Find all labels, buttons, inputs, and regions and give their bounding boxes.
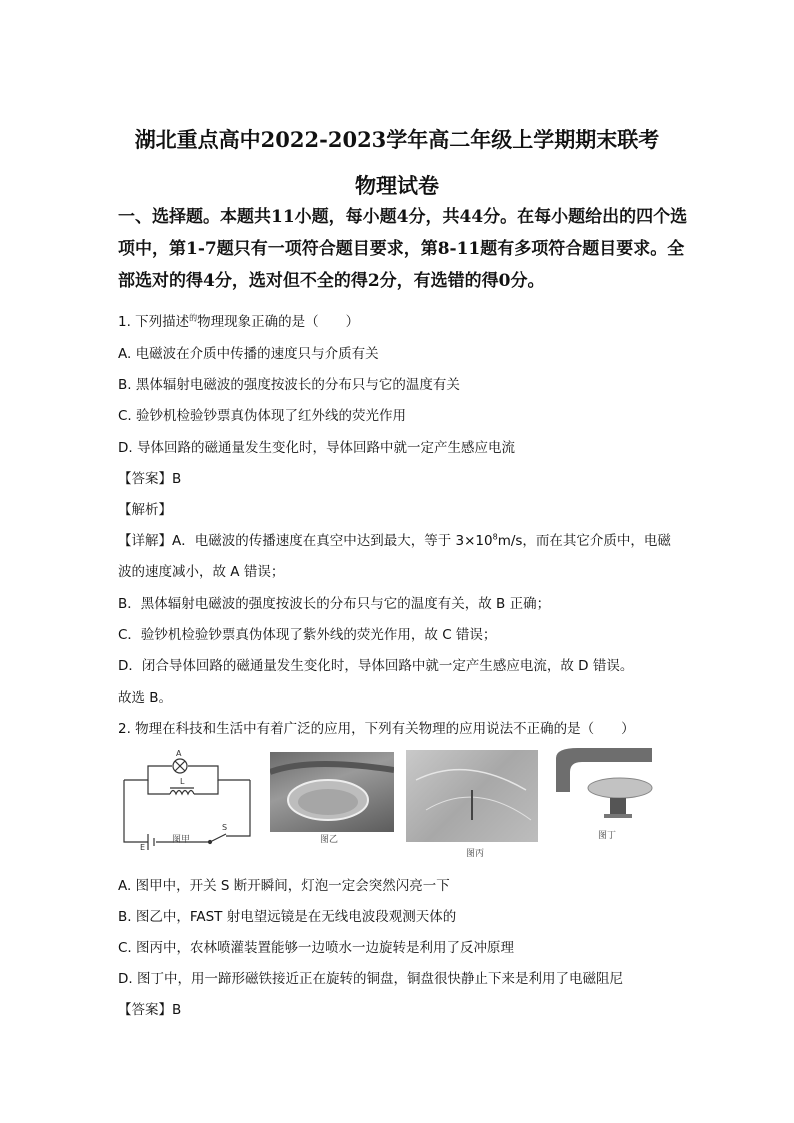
q2-option-c: C. 图丙中，农林喷灌装置能够一边喷水一边旋转是利用了反冲原理 bbox=[118, 940, 515, 956]
section-header: 一、选择题。本题共11小题，每小题4分，共44分。在每小题给出的四个选项中，第1-7题只有一项符合题目要求，第8-11题有多项符合题目要求。全部选对的得4分，选对但不全的得2分，有选错的得0分。 bbox=[118, 207, 688, 291]
label-e: E bbox=[140, 843, 146, 850]
figure-ding bbox=[548, 748, 658, 832]
q1-option-a: A. 电磁波在介质中传播的速度只与介质有关 bbox=[118, 346, 379, 362]
q1-stem-b: 物理现象正确的是（ ） bbox=[197, 314, 360, 330]
fast-telescope-photo bbox=[270, 752, 394, 832]
sprinkler-photo bbox=[406, 750, 538, 842]
q1-stem bbox=[118, 310, 359, 330]
q2-option-a: A. 图甲中，开关 S 断开瞬间，灯泡一定会突然闪亮一下 bbox=[118, 878, 450, 894]
q1-conclusion: 故选 B。 bbox=[118, 690, 173, 706]
q1-analysis-label: 【解析】 bbox=[118, 502, 172, 518]
q1-stem-a: 1. 下列描述 bbox=[118, 314, 190, 330]
q2-option-d: D. 图丁中，用一蹄形磁铁接近正在旋转的铜盘，铜盘很快静止下来是利用了电磁阻尼 bbox=[118, 971, 623, 987]
q2-option-b: B. 图乙中，FAST 射电望远镜是在无线电波段观测天体的 bbox=[118, 909, 457, 925]
caption-ding: 图丁 bbox=[598, 831, 617, 841]
q1-detail-l1b: m/s，而在其它介质中，电磁 bbox=[497, 533, 671, 549]
q1-option-d: D. 导体回路的磁通量发生变化时，导体回路中就一定产生感应电流 bbox=[118, 440, 515, 456]
q1-answer: 【答案】B bbox=[118, 471, 182, 487]
q1-detail-c: C．验钞机检验钞票真伪体现了紫外线的荧光作用，故 C 错误； bbox=[118, 627, 497, 643]
caption-yi: 图乙 bbox=[320, 835, 339, 845]
q1-detail-l1a: 【详解】A．电磁波的传播速度在真空中达到最大，等于 3×10 bbox=[118, 533, 493, 549]
q1-option-b: B. 黑体辐射电磁波的强度按波长的分布只与它的温度有关 bbox=[118, 377, 460, 393]
caption-bing: 图丙 bbox=[466, 849, 485, 859]
exam-subtitle: 物理试卷 bbox=[355, 173, 439, 198]
figure-yi bbox=[270, 752, 394, 832]
q1-stem-sup: 的 bbox=[189, 313, 198, 323]
label-a: A bbox=[176, 750, 182, 758]
q1-detail-line1 bbox=[118, 529, 671, 549]
q2-stem: 2. 物理在科技和生活中有着广泛的应用，下列有关物理的应用说法不正确的是（ ） bbox=[118, 721, 635, 737]
label-l: L bbox=[180, 777, 185, 786]
label-s: S bbox=[222, 823, 228, 832]
q1-detail-sup: 8 bbox=[492, 532, 498, 542]
figure-bing bbox=[406, 750, 538, 842]
q1-detail-line2: 波的速度减小，故 A 错误； bbox=[118, 564, 285, 580]
q1-option-c: C. 验钞机检验钞票真伪体现了红外线的荧光作用 bbox=[118, 408, 407, 424]
caption-jia: 图甲 bbox=[172, 835, 191, 845]
magnet-disk-diagram bbox=[548, 748, 658, 832]
q2-answer: 【答案】B bbox=[118, 1002, 182, 1018]
q1-detail-d: D．闭合导体回路的磁通量发生变化时，导体回路中就一定产生感应电流，故 D 错误。 bbox=[118, 658, 634, 674]
q1-detail-b: B．黑体辐射电磁波的强度按波长的分布只与它的温度有关，故 B 正确； bbox=[118, 596, 551, 612]
exam-title: 湖北重点高中2022-2023学年高二年级上学期期末联考 bbox=[134, 127, 660, 152]
